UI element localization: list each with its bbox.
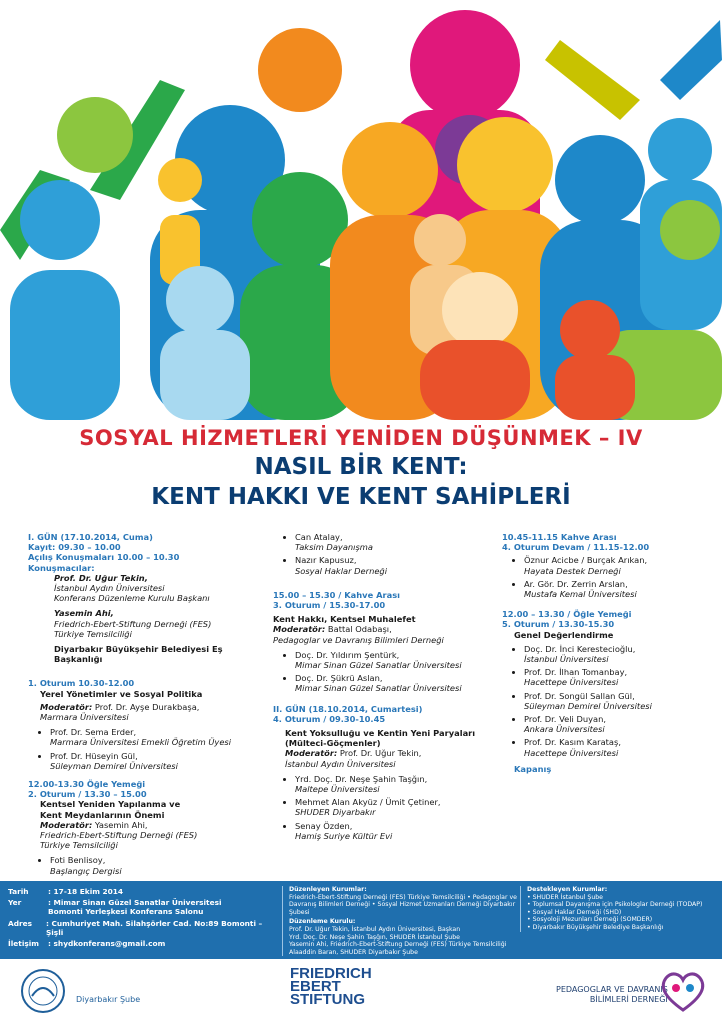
session1-title: Yerel Yönetimler ve Sosyal Politika [40, 688, 203, 699]
session1-speakers [28, 727, 253, 771]
shuder-seal-icon [20, 968, 66, 1014]
pdb-logo-text [556, 985, 668, 1005]
panelist-name: • Öznur Acicbe / Burçak Arıkan, [524, 555, 648, 566]
coffee-break-2: 10.45-11.15 Kahve Arası [502, 532, 617, 542]
supporter-item: • Sosyoloji Mezunları Derneği (SOMDER) [527, 916, 653, 924]
panelist-aff: Taksim Dayanışma [295, 542, 373, 553]
list-item [295, 797, 498, 817]
panelist-name: • Prof. Dr. İlhan Tomanbay, [524, 667, 628, 678]
session3-moderator [273, 624, 498, 644]
pdb-line1: PEDAGOGLAR VE DAVRANIŞ [556, 985, 668, 994]
committee-line4: Alaaddin Baran, SHUDER Diyarbakır Şube [289, 948, 418, 956]
address-label: Adres [8, 918, 33, 928]
coffee-break: 15.00 – 15.30 / Kahve Arası [273, 589, 400, 600]
session4-moderator [273, 748, 498, 768]
panelist-name: • Prof. Dr. Hüseyin Gül, [50, 750, 138, 761]
session1-moderator [28, 702, 253, 722]
speakers-label: Konuşmacılar: [28, 562, 95, 573]
moderator-aff: İstanbul Aydın Üniversitesi [285, 758, 396, 769]
lunch-break: 12.00-13.30 Öğle Yemeği [28, 779, 146, 790]
organizers-line2: Davranış Bilimleri Derneği • Sosyal Hizmet Uzmanları Derneği Diyarbakır Şubesi [289, 901, 516, 916]
list-item [524, 555, 712, 575]
moderator-label: Moderatör: [40, 819, 93, 830]
program-column-3 [502, 532, 712, 774]
session5-speakers [502, 644, 712, 758]
panelist-aff: Başlangıç Dergisi [50, 865, 122, 876]
organizers-heading: Düzenleyen Kurumlar: [289, 886, 367, 893]
moderator-name: Prof. Dr. Ayşe Durakbaşa, [92, 701, 200, 712]
date-row [8, 887, 270, 896]
organizers-line1: Friedrich-Ebert-Stiftung Derneği (FES) Türkiye Temsilciliği • Pedagoglar ve [289, 893, 517, 901]
contact-row [8, 939, 270, 948]
moderator-aff2: Türkiye Temsilciliği [40, 840, 118, 851]
committee-heading: Düzenleme Kurulu: [289, 918, 356, 926]
fes-logo-line1: FRIEDRICH [290, 965, 372, 982]
speaker-1-aff2: Konferans Düzenleme Kurulu Başkanı [54, 593, 210, 604]
session4-heading: 4. Oturum / 09.30-10.45 [273, 713, 386, 724]
list-item [524, 714, 712, 734]
venue-value1: : Mimar Sinan Güzel Sanatlar Üniversitesi [48, 898, 222, 908]
address-value: : Cumhuriyet Mah. Silahşörler Cad. No:89 Bomonti – Şişli [45, 918, 263, 937]
supporter-item: • SHUDER İstanbul Şube [527, 893, 603, 901]
lunch-break-2: 12.00 – 13.30 / Öğle Yemeği [502, 609, 632, 620]
shuder-branch-label: Diyarbakır Şube [76, 995, 141, 1004]
panelist-name: • Doç. Dr. İnci Kerestecioğlu, [524, 643, 636, 654]
session4-title1: Kent Yoksulluğu ve Kentin Yeni Paryaları [285, 728, 476, 739]
title-block [0, 424, 722, 512]
session2-moderator [28, 820, 253, 851]
supporters [520, 886, 722, 932]
session4-cont-speakers [502, 555, 712, 599]
list-item [295, 673, 498, 693]
panelist-aff: Mimar Sinan Güzel Sanatlar Üniversitesi [295, 683, 462, 694]
session3-speakers [273, 650, 498, 694]
panelist-name: • Mehmet Alan Akyüz / Ümit Çetiner, [295, 797, 441, 808]
session2-speakers [28, 855, 253, 875]
day2-heading: II. GÜN (18.10.2014, Cumartesi) [273, 703, 423, 714]
supporter-item: • Sosyal Haklar Derneği (SHD) [527, 908, 622, 916]
panelist-aff: Süleyman Demirel Üniversitesi [50, 760, 178, 771]
panelist-name: • Nazır Kapusuz, [295, 555, 357, 566]
day1-heading: I. GÜN (17.10.2014, Cuma) [28, 532, 153, 542]
date-label: Tarih [8, 887, 29, 896]
panelist-name: • Senay Özden, [295, 820, 353, 831]
moderator-name: Prof. Dr. Uğur Tekin, [337, 748, 422, 759]
speaker-2-name: Yasemin Ahi, [54, 608, 114, 619]
people-illustration [0, 0, 722, 420]
panelist-name: • Prof. Dr. Veli Duyan, [524, 714, 606, 725]
fes-logo-line2: EBERT [290, 978, 341, 995]
panelist-aff: Hacettepe Üniversitesi [524, 747, 619, 758]
event-details [8, 887, 270, 950]
list-item [295, 774, 498, 794]
contact-email[interactable]: : shydkonferans@gmail.com [48, 939, 166, 949]
moderator-name: Battal Odabaşı, [325, 624, 392, 635]
list-item [524, 667, 712, 687]
address-row [8, 919, 270, 937]
program-column-1 [28, 532, 253, 881]
moderator-name: Yasemin Ahi, [92, 819, 148, 830]
panelist-name: • Yrd. Doç. Dr. Neşe Şahin Taşğın, [295, 773, 428, 784]
list-item [524, 737, 712, 757]
panelist-aff: SHUDER Diyarbakır [295, 807, 376, 818]
list-item [50, 751, 253, 771]
panelist-aff: Maltepe Üniversitesi [295, 784, 380, 795]
committee-line1: Prof. Dr. Uğur Tekin, İstanbul Aydın Üniversitesi, Başkan [289, 925, 461, 933]
program-column-2 [273, 532, 498, 846]
list-item [295, 532, 498, 552]
fes-logo [290, 967, 372, 1006]
venue-label: Yer [8, 898, 22, 908]
list-item [295, 555, 498, 575]
supporter-item: • Diyarbakır Büyükşehir Belediye Başkanlığı [527, 923, 664, 931]
session3-heading: 3. Oturum / 15.30-17.00 [273, 600, 386, 611]
session5-heading: 5. Oturum / 13.30-15.30 [502, 619, 615, 630]
session1-heading: 1. Oturum 10.30-12.00 [28, 678, 135, 689]
session3-title: Kent Hakkı, Kentsel Muhalefet [273, 614, 416, 625]
supporter-item: • Toplumsal Dayanışma için Psikologlar Derneği (TODAP) [527, 901, 703, 909]
moderator-aff: Marmara Üniversitesi [40, 712, 129, 723]
panelist-aff: Ankara Üniversitesi [524, 724, 605, 735]
speaker-1 [28, 573, 253, 604]
session2-heading: 2. Oturum / 13.30 – 15.00 [28, 789, 147, 800]
subtitle-line1: NASIL BİR KENT: [254, 454, 468, 480]
closing: Kapanış [514, 763, 552, 774]
main-title: SOSYAL HİZMETLERİ YENİDEN DÜŞÜNMEK – IV [79, 426, 643, 450]
panelist-name: • Prof. Dr. Kasım Karataş, [524, 737, 621, 748]
session2-title2: Kent Meydanlarının Önemi [40, 809, 165, 820]
moderator-label: Moderatör: [40, 701, 93, 712]
moderator-aff: Pedagoglar ve Davranış Bilimleri Derneği [273, 634, 444, 645]
panelist-aff: Süleyman Demirel Üniversitesi [524, 700, 652, 711]
info-footer [0, 881, 722, 959]
header-illustration [0, 0, 722, 420]
list-item [524, 579, 712, 599]
session4-title2: (Mülteci-Göçmenler) [285, 738, 381, 749]
panelist-aff: Hamiş Suriye Kültür Evi [295, 830, 393, 841]
committee-line3: Yasemin Ahi, Friedrich-Ebert-Stiftung Derneği (FES) Türkiye Temsilciliği [289, 941, 507, 949]
session2-title1: Kentsel Yeniden Yapılanma ve [40, 799, 181, 810]
speaker-2-aff1: Friedrich-Ebert-Stiftung Derneği (FES) [54, 618, 212, 629]
venue-row [8, 898, 270, 916]
heart-people-icon [658, 968, 708, 1014]
panelist-aff: Hacettepe Üniversitesi [524, 677, 619, 688]
speaker-1-aff1: İstanbul Aydın Üniversitesi [54, 583, 165, 594]
list-item [524, 691, 712, 711]
date-value: : 17-18 Ekim 2014 [48, 887, 124, 896]
panelist-aff: Marmara Üniversitesi Emekli Öğretim Üyesi [50, 737, 232, 748]
session4-speakers [273, 774, 498, 841]
session4-cont-heading: 4. Oturum Devam / 11.15-12.00 [502, 542, 650, 553]
speaker-1-name: Prof. Dr. Uğur Tekin, [54, 572, 148, 583]
list-item [524, 644, 712, 664]
list-item [295, 821, 498, 841]
moderator-label: Moderatör: [285, 748, 338, 759]
registration: Kayıt: 09.30 – 10.00 [28, 542, 121, 553]
list-item [50, 855, 253, 875]
panelist-name: • Prof. Dr. Sema Erder, [50, 727, 137, 738]
contact-label: İletişim [8, 939, 39, 949]
supporters-heading: Destekleyen Kurumlar: [527, 886, 608, 893]
panelist-aff: Mimar Sinan Güzel Sanatlar Üniversitesi [295, 660, 462, 671]
speaker-3: Diyarbakır Büyükşehir Belediyesi Eş Başkanlığı [54, 644, 223, 665]
fes-logo-line3: STIFTUNG [290, 991, 365, 1008]
list-item [50, 727, 253, 747]
session5-title: Genel Değerlendirme [514, 629, 614, 640]
pdb-line2: BİLİMLERİ DERNEĞİ [589, 995, 668, 1004]
opening: Açılış Konuşmaları 10.00 – 10.30 [28, 552, 180, 563]
panelist-aff: İstanbul Üniversitesi [524, 654, 609, 665]
organizers [282, 886, 519, 956]
panelist-name: • Doç. Dr. Şükrü Aslan, [295, 673, 383, 684]
session2-speakers-cont [273, 532, 498, 576]
panelist-name: • Ar. Gör. Dr. Zerrin Arslan, [524, 578, 628, 589]
subtitle-line2: KENT HAKKI VE KENT SAHİPLERİ [151, 484, 571, 510]
panelist-name: • Foti Benlisoy, [50, 855, 106, 866]
moderator-label: Moderatör: [273, 624, 326, 635]
panelist-aff: Mustafa Kemal Üniversitesi [524, 589, 637, 600]
list-item [295, 650, 498, 670]
speaker-2-aff2: Türkiye Temsilciliği [54, 628, 132, 639]
moderator-aff1: Friedrich-Ebert-Stiftung Derneği (FES) [40, 830, 198, 841]
panelist-name: • Prof. Dr. Songül Sallan Gül, [524, 690, 635, 701]
panelist-aff: Hayata Destek Derneği [524, 565, 621, 576]
panelist-name: • Doç. Dr. Yıldırım Şentürk, [295, 649, 400, 660]
committee-line2: Yrd. Doç. Dr. Neşe Şahin Taşğın, SHUDER İstanbul Şube [289, 933, 460, 941]
venue-value2: Bomonti Yerleşkesi Konferans Salonu [48, 907, 204, 917]
speaker-2 [28, 608, 253, 639]
panelist-aff: Sosyal Haklar Derneği [295, 565, 388, 576]
panelist-name: • Can Atalay, [295, 532, 343, 542]
